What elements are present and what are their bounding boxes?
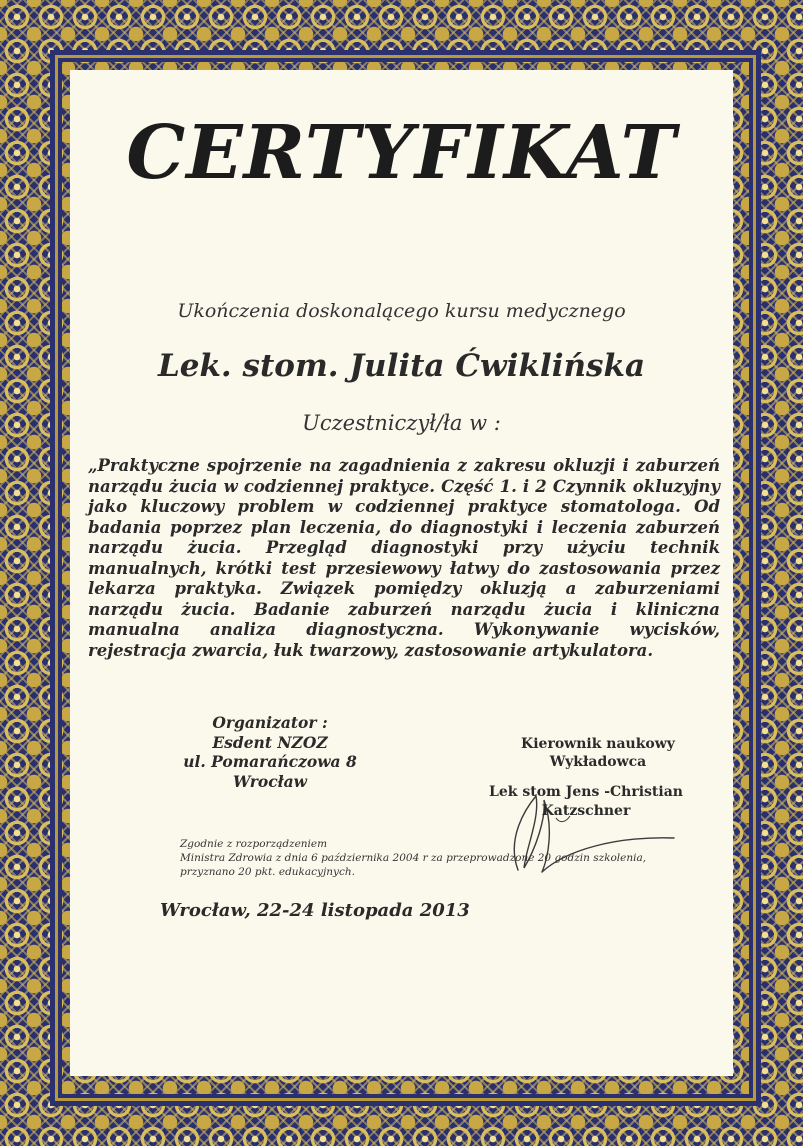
supervisor-titles [468, 735, 728, 771]
organizer-name: Esdent NZOZ [212, 732, 328, 752]
certificate-title: CERTYFIKAT [126, 110, 677, 196]
regulation-line-1: Zgodnie z rozporządzeniem [180, 838, 328, 850]
course-description: „Praktyczne spojrzenie na zagadnienia z zakresu okluzji i zaburzeń narządu żucia w codziennej praktyce. Część 1. i 2 Czynnik okluzyjny jako kluczowy problem w codziennej praktyce stomatologa. Od badania poprzez plan leczenia, do diagnostyki i leczenia zaburzeń narządu żucia. Przegląd diagnostyki przy użyciu technik manualnych, krótki test przesiewowy łatwy do zastosowania przez lekarza praktyka. Związek pomiędzy okluzją a zaburzeniami narządu żucia. Badanie zaburzeń narządu żucia i kliniczna manualna analiza diagnostyczna. Wykonywanie wycisków, rejestracja zwarcia, łuk twarzowy, zastosowanie artykulatora. [88, 456, 720, 660]
regulation-note [180, 837, 720, 879]
organizer-block [150, 713, 390, 791]
regulation-line-2: Ministra Zdrowia z dnia 6 października 2004 r za przeprowadzone 20 godzin szkolenia, [180, 852, 647, 864]
organizer-city: Wrocław [232, 771, 307, 791]
regulation-line-3: przyznano 20 pkt. edukacyjnych. [180, 866, 355, 878]
certificate-subtitle: Ukończenia doskonalącego kursu medycznego [177, 300, 626, 322]
participated-label: Uczestniczył/ła w : [302, 411, 501, 435]
lecturer-title: Wykładowca [549, 754, 647, 770]
lecturer-name [470, 783, 702, 821]
supervisor-title: Kierownik naukowy [521, 736, 675, 752]
recipient-name: Lek. stom. Julita Ćwiklińska [157, 348, 646, 384]
organizer-heading: Organizator : [212, 713, 328, 732]
place-and-date: Wrocław, 22-24 listopada 2013 [160, 900, 470, 921]
lecturer-name-line1: Lek stom Jens -Christian [489, 784, 683, 800]
lecturer-name-line2: Katzschner [541, 803, 631, 819]
organizer-street: ul. Pomarańczowa 8 [183, 752, 357, 771]
